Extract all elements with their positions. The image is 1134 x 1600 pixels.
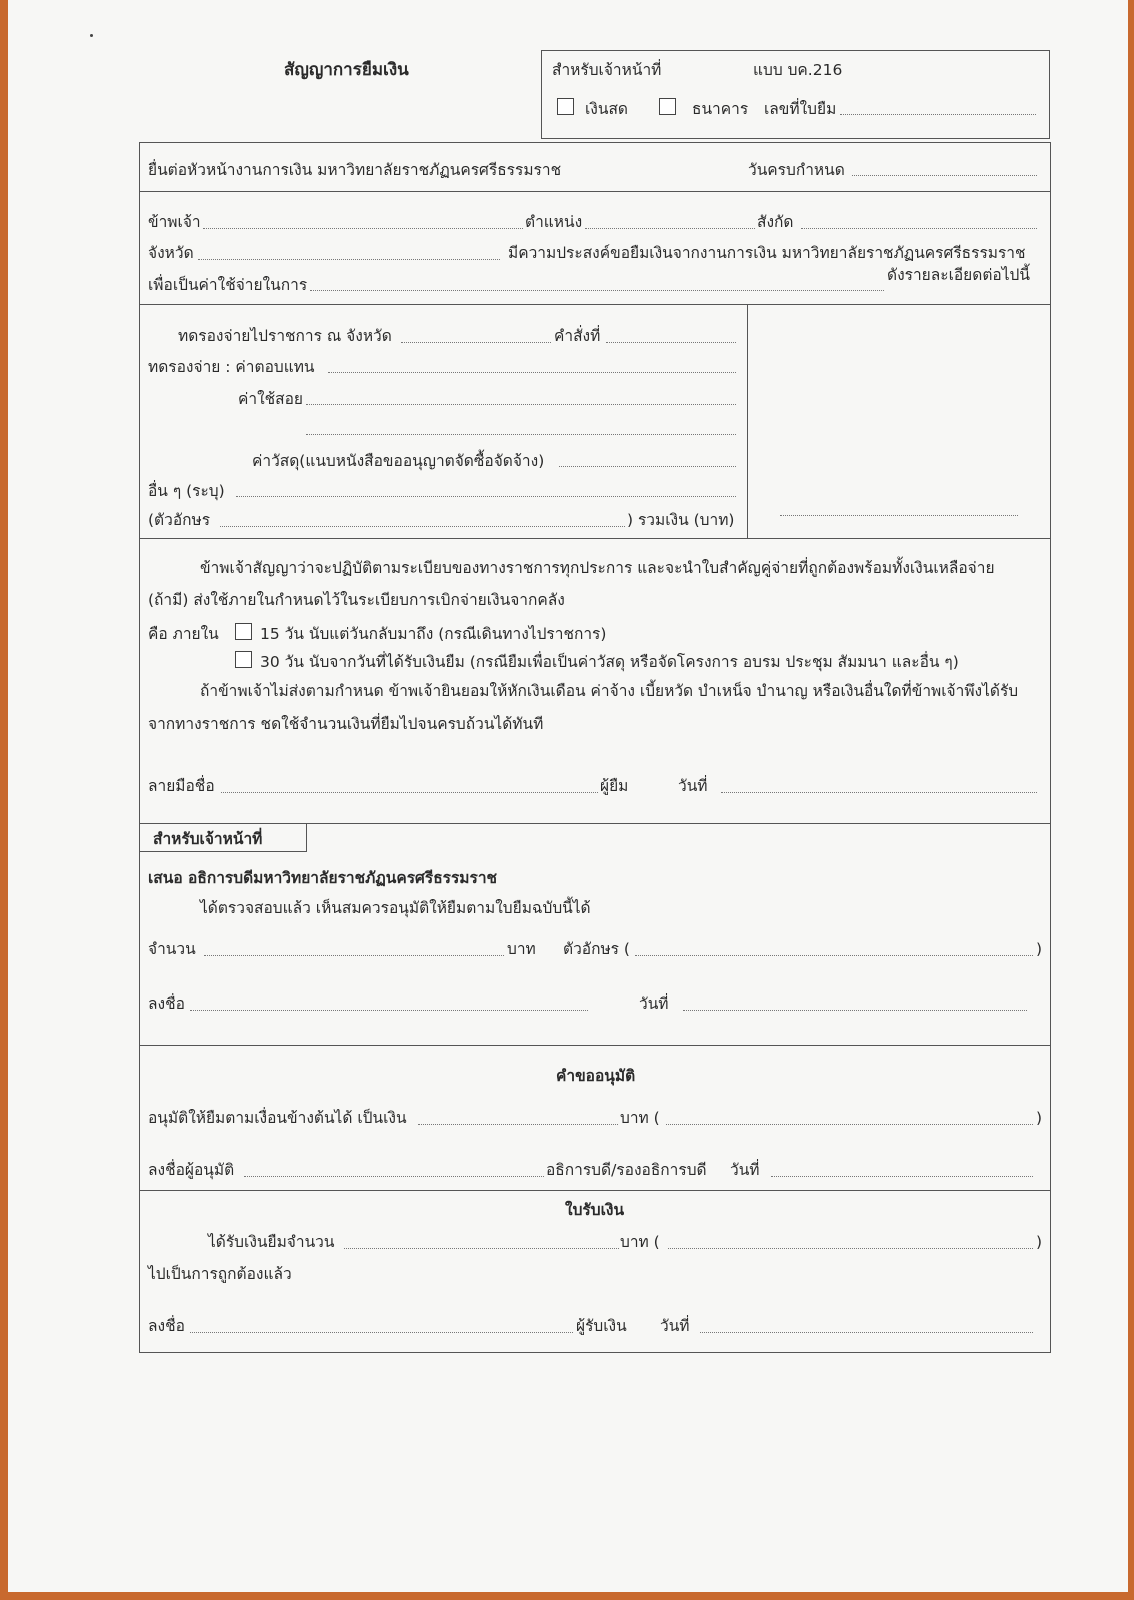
close-paren: ) bbox=[1036, 1233, 1043, 1251]
receipt-baht-label: บาท ( bbox=[620, 1233, 660, 1251]
paper-speck bbox=[90, 34, 93, 37]
divider bbox=[139, 1190, 1051, 1191]
agreement-text-1: ข้าพเจ้าสัญญาว่าจะปฏิบัติตามระเบียบของทางราชการทุกประการ และจะนำใบสำคัญคู่จ่ายที่ถูกต้องพร้อมทั้งเงินเหลือจ่าย bbox=[200, 559, 995, 577]
within-label: คือ ภายใน bbox=[148, 625, 219, 643]
due-date-label: วันครบกำหนด bbox=[748, 161, 845, 179]
petty-expense-field[interactable] bbox=[306, 404, 736, 405]
petty-expense-field-2[interactable] bbox=[306, 434, 736, 435]
purpose-text: มีความประสงค์ขอยืมเงินจากงานการเงิน มหาวิทยาลัยราชภัฏนครศรีธรรมราช bbox=[508, 244, 1026, 262]
approval-date-label: วันที่ bbox=[730, 1161, 760, 1179]
bank-label: ธนาคาร bbox=[692, 100, 749, 118]
compensation-field[interactable] bbox=[328, 372, 736, 373]
president-label: อธิการบดี/รองอธิการบดี bbox=[546, 1161, 707, 1179]
officer-date-label: วันที่ bbox=[639, 995, 669, 1013]
officer-sign-label: ลงชื่อ bbox=[148, 995, 185, 1013]
officer-tab-label: สำหรับเจ้าหน้าที่ bbox=[153, 830, 263, 848]
loan-number-label: เลขที่ใบยืม bbox=[764, 100, 837, 118]
affiliation-field[interactable] bbox=[801, 228, 1037, 229]
order-number-label: คำสั่งที่ bbox=[554, 327, 601, 345]
officer-amount-field[interactable] bbox=[204, 955, 504, 956]
form-code: แบบ บค.216 bbox=[753, 61, 843, 79]
total-amount-field[interactable] bbox=[780, 515, 1018, 516]
applicant-name-label: ข้าพเจ้า bbox=[148, 213, 201, 231]
checked-text: ได้ตรวจสอบแล้ว เห็นสมควรอนุมัติให้ยืมตามใบยืมฉบับนี้ได้ bbox=[200, 899, 591, 917]
borrower-label: ผู้ยืม bbox=[600, 777, 629, 795]
applicant-name-field[interactable] bbox=[203, 228, 523, 229]
cash-checkbox[interactable] bbox=[557, 98, 574, 115]
receipt-date-field[interactable] bbox=[700, 1332, 1033, 1333]
compensation-label: ทดรองจ่าย : ค่าตอบแทน bbox=[148, 358, 315, 376]
received-label: ได้รับเงินยืมจำนวน bbox=[208, 1233, 335, 1251]
province-label: จังหวัด bbox=[148, 244, 194, 262]
loan-number-field[interactable] bbox=[840, 114, 1036, 115]
approval-title: คำขออนุมัติ bbox=[556, 1067, 636, 1085]
receipt-words-field[interactable] bbox=[668, 1248, 1033, 1249]
signature-label: ลายมือชื่อ bbox=[148, 777, 215, 795]
approve-words-field[interactable] bbox=[666, 1124, 1033, 1125]
approver-signature-field[interactable] bbox=[244, 1176, 544, 1177]
others-field[interactable] bbox=[236, 496, 736, 497]
total-label: ) รวมเงิน (บาท) bbox=[627, 511, 735, 529]
due-date-field[interactable] bbox=[852, 175, 1037, 176]
receipt-date-label: วันที่ bbox=[660, 1317, 690, 1335]
30-day-option: 30 วัน นับจากวันที่ได้รับเงินยืม (กรณียืมเพื่อเป็นค่าวัสดุ หรือจัดโครงการ อบรม ประชุม สัมมนา และอื่น ๆ) bbox=[260, 653, 959, 671]
in-words-field[interactable] bbox=[220, 526, 625, 527]
expense-label: เพื่อเป็นค่าใช้จ่ายในการ bbox=[148, 276, 308, 294]
approve-amount-field[interactable] bbox=[418, 1124, 618, 1125]
details-below: ดังรายละเอียดต่อไปนี้ bbox=[887, 266, 1030, 284]
divider bbox=[139, 191, 1051, 192]
travel-province-field[interactable] bbox=[401, 342, 551, 343]
submit-to-label: ยื่นต่อหัวหน้างานการเงิน มหาวิทยาลัยราชภัฏนครศรีธรรมราช bbox=[148, 161, 562, 179]
travel-advance-label: ทดรองจ่ายไปราชการ ณ จังหวัด bbox=[178, 327, 392, 345]
approve-label: อนุมัติให้ยืมตามเงื่อนข้างต้นได้ เป็นเงิน bbox=[148, 1109, 407, 1127]
official-use-label: สำหรับเจ้าหน้าที่ bbox=[552, 61, 662, 79]
approve-baht-label: บาท ( bbox=[620, 1109, 660, 1127]
others-label: อื่น ๆ (ระบุ) bbox=[148, 482, 225, 500]
amount-label: จำนวน bbox=[148, 940, 196, 958]
divider bbox=[139, 304, 1051, 305]
expense-field[interactable] bbox=[310, 290, 884, 291]
paper-sheet bbox=[8, 0, 1128, 1592]
in-words-label: (ตัวอักษร bbox=[148, 511, 211, 529]
petty-expense-label: ค่าใช้สอย bbox=[238, 390, 304, 408]
order-number-field[interactable] bbox=[606, 342, 736, 343]
items-column-divider bbox=[747, 304, 748, 538]
officer-date-field[interactable] bbox=[683, 1010, 1027, 1011]
baht-label: บาท bbox=[507, 940, 536, 958]
materials-field[interactable] bbox=[559, 466, 736, 467]
divider bbox=[139, 538, 1051, 539]
province-field[interactable] bbox=[198, 259, 500, 260]
position-field[interactable] bbox=[585, 228, 755, 229]
15-day-option: 15 วัน นับแต่วันกลับมาถึง (กรณีเดินทางไปราชการ) bbox=[260, 625, 607, 643]
approval-date-field[interactable] bbox=[771, 1176, 1033, 1177]
affiliation-label: สังกัด bbox=[757, 213, 794, 231]
officer-in-words-field[interactable] bbox=[635, 955, 1033, 956]
30-day-checkbox[interactable] bbox=[235, 651, 252, 668]
receipt-title: ใบรับเงิน bbox=[565, 1201, 625, 1219]
bank-checkbox[interactable] bbox=[659, 98, 676, 115]
agreement-text-2: (ถ้ามี) ส่งใช้ภายในกำหนดไว้ในระเบียบการเบิกจ่ายเงินจากคลัง bbox=[148, 591, 565, 609]
receiver-label: ผู้รับเงิน bbox=[576, 1317, 627, 1335]
cash-label: เงินสด bbox=[585, 100, 628, 118]
correct-text: ไปเป็นการถูกต้องแล้ว bbox=[148, 1265, 292, 1283]
form-title: สัญญาการยืมเงิน bbox=[284, 60, 409, 80]
officer-signature-field[interactable] bbox=[190, 1010, 588, 1011]
agreement-text-4: จากทางราชการ ชดใช้จำนวนเงินที่ยืมไปจนครบถ้วนได้ทันที bbox=[148, 715, 544, 733]
close-paren: ) bbox=[1036, 940, 1043, 958]
borrower-signature-field[interactable] bbox=[221, 792, 598, 793]
borrower-date-field[interactable] bbox=[721, 792, 1037, 793]
propose-label: เสนอ อธิการบดีมหาวิทยาลัยราชภัฏนครศรีธรรมราช bbox=[148, 869, 498, 887]
materials-label: ค่าวัสดุ(แนบหนังสือขออนุญาตจัดซื้อจัดจ้าง) bbox=[252, 452, 545, 470]
received-amount-field[interactable] bbox=[344, 1248, 619, 1249]
receipt-sign-label: ลงชื่อ bbox=[148, 1317, 185, 1335]
position-label: ตำแหน่ง bbox=[525, 213, 583, 231]
agreement-text-3: ถ้าข้าพเจ้าไม่ส่งตามกำหนด ข้าพเจ้ายินยอมให้หักเงินเดือน ค่าจ้าง เบี้ยหวัด บำเหน็จ บำนาญ หรือเงินอื่นใดที่ข้าพเจ้าพึงได้รับ bbox=[200, 682, 1019, 700]
close-paren: ) bbox=[1036, 1109, 1043, 1127]
receiver-signature-field[interactable] bbox=[190, 1332, 573, 1333]
officer-in-words-label: ตัวอักษร ( bbox=[563, 940, 630, 958]
approver-label: ลงชื่อผู้อนุมัติ bbox=[148, 1161, 235, 1179]
15-day-checkbox[interactable] bbox=[235, 623, 252, 640]
divider bbox=[139, 1045, 1051, 1046]
borrower-date-label: วันที่ bbox=[678, 777, 708, 795]
